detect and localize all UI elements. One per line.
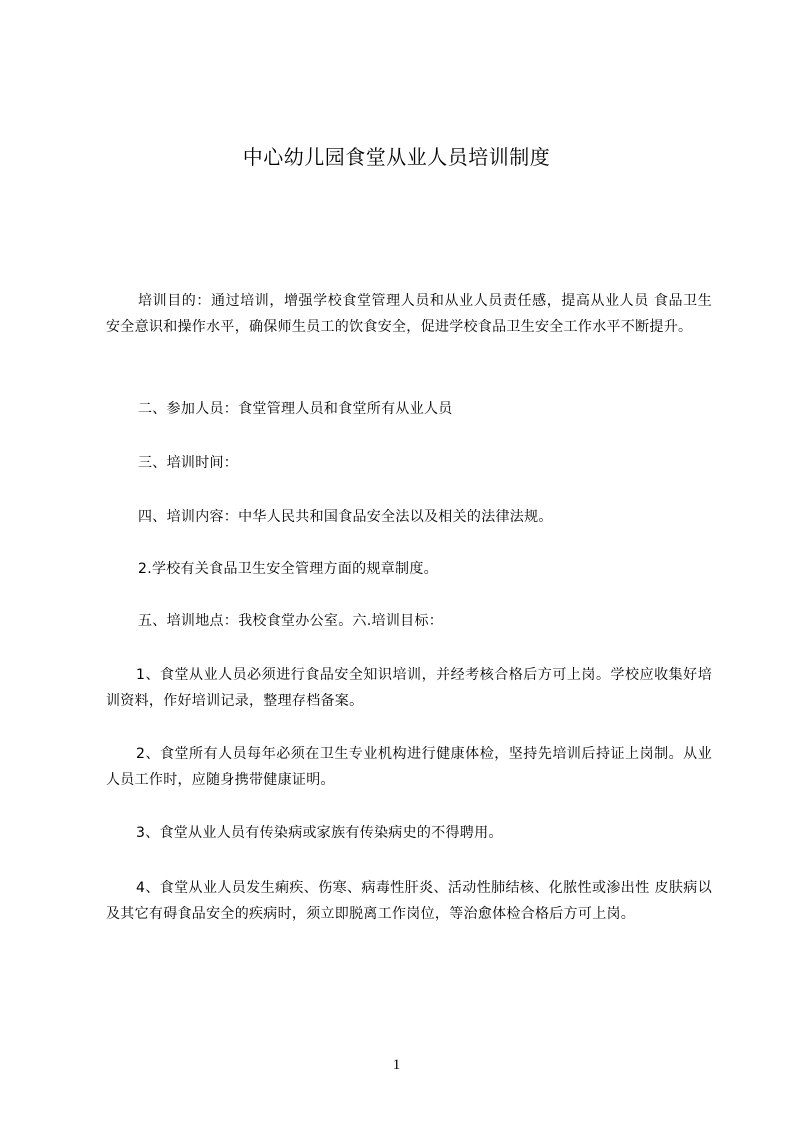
paragraph-training-content: 四、培训内容：中华人民共和国食品安全法以及相关的法律法规。 xyxy=(138,509,553,525)
paragraph-training-purpose: 培训目的：通过培训，增强学校食堂管理人员和从业人员责任感，提高从业人员 食品卫生安全意识和操作水平，确保师生员工的饮食安全，促进学校食品卫生安全工作水平不断提升。 xyxy=(106,293,712,335)
paragraph-school-regulations: 2.学校有关食品卫生安全管理方面的规章制度。 xyxy=(138,561,438,577)
paragraph-participants: 二、参加人员：食堂管理人员和食堂所有从业人员 xyxy=(138,401,453,417)
paragraph-goal-4: 4、食堂从业人员发生痢疾、伤寒、病毒性肝炎、活动性肺结核、化脓性或渗出性 皮肤病以及其它有碍食品安全的疾病时，须立即脱离工作岗位，等治愈体检合格后方可上岗。 xyxy=(106,880,712,922)
document-title: 中心幼儿园食堂从业人员培训制度 xyxy=(242,145,551,169)
paragraph-goal-2: 2、食堂所有人员每年必须在卫生专业机构进行健康体检，坚持先培训后持证上岗制。从业人员工作时，应随身携带健康证明。 xyxy=(106,746,712,788)
paragraph-training-time: 三、培训时间： xyxy=(138,455,239,471)
paragraph-goal-3: 3、食堂从业人员有传染病或家族有传染病史的不得聘用。 xyxy=(136,825,503,841)
paragraph-training-location: 五、培训地点：我校食堂办公室。六.培训目标： xyxy=(138,613,444,629)
page-number: 1 xyxy=(392,1057,401,1073)
paragraph-goal-1: 1、食堂从业人员必须进行食品安全知识培训，并经考核合格后方可上岗。学校应收集好培训资料，作好培训记录，整理存档备案。 xyxy=(106,667,712,709)
